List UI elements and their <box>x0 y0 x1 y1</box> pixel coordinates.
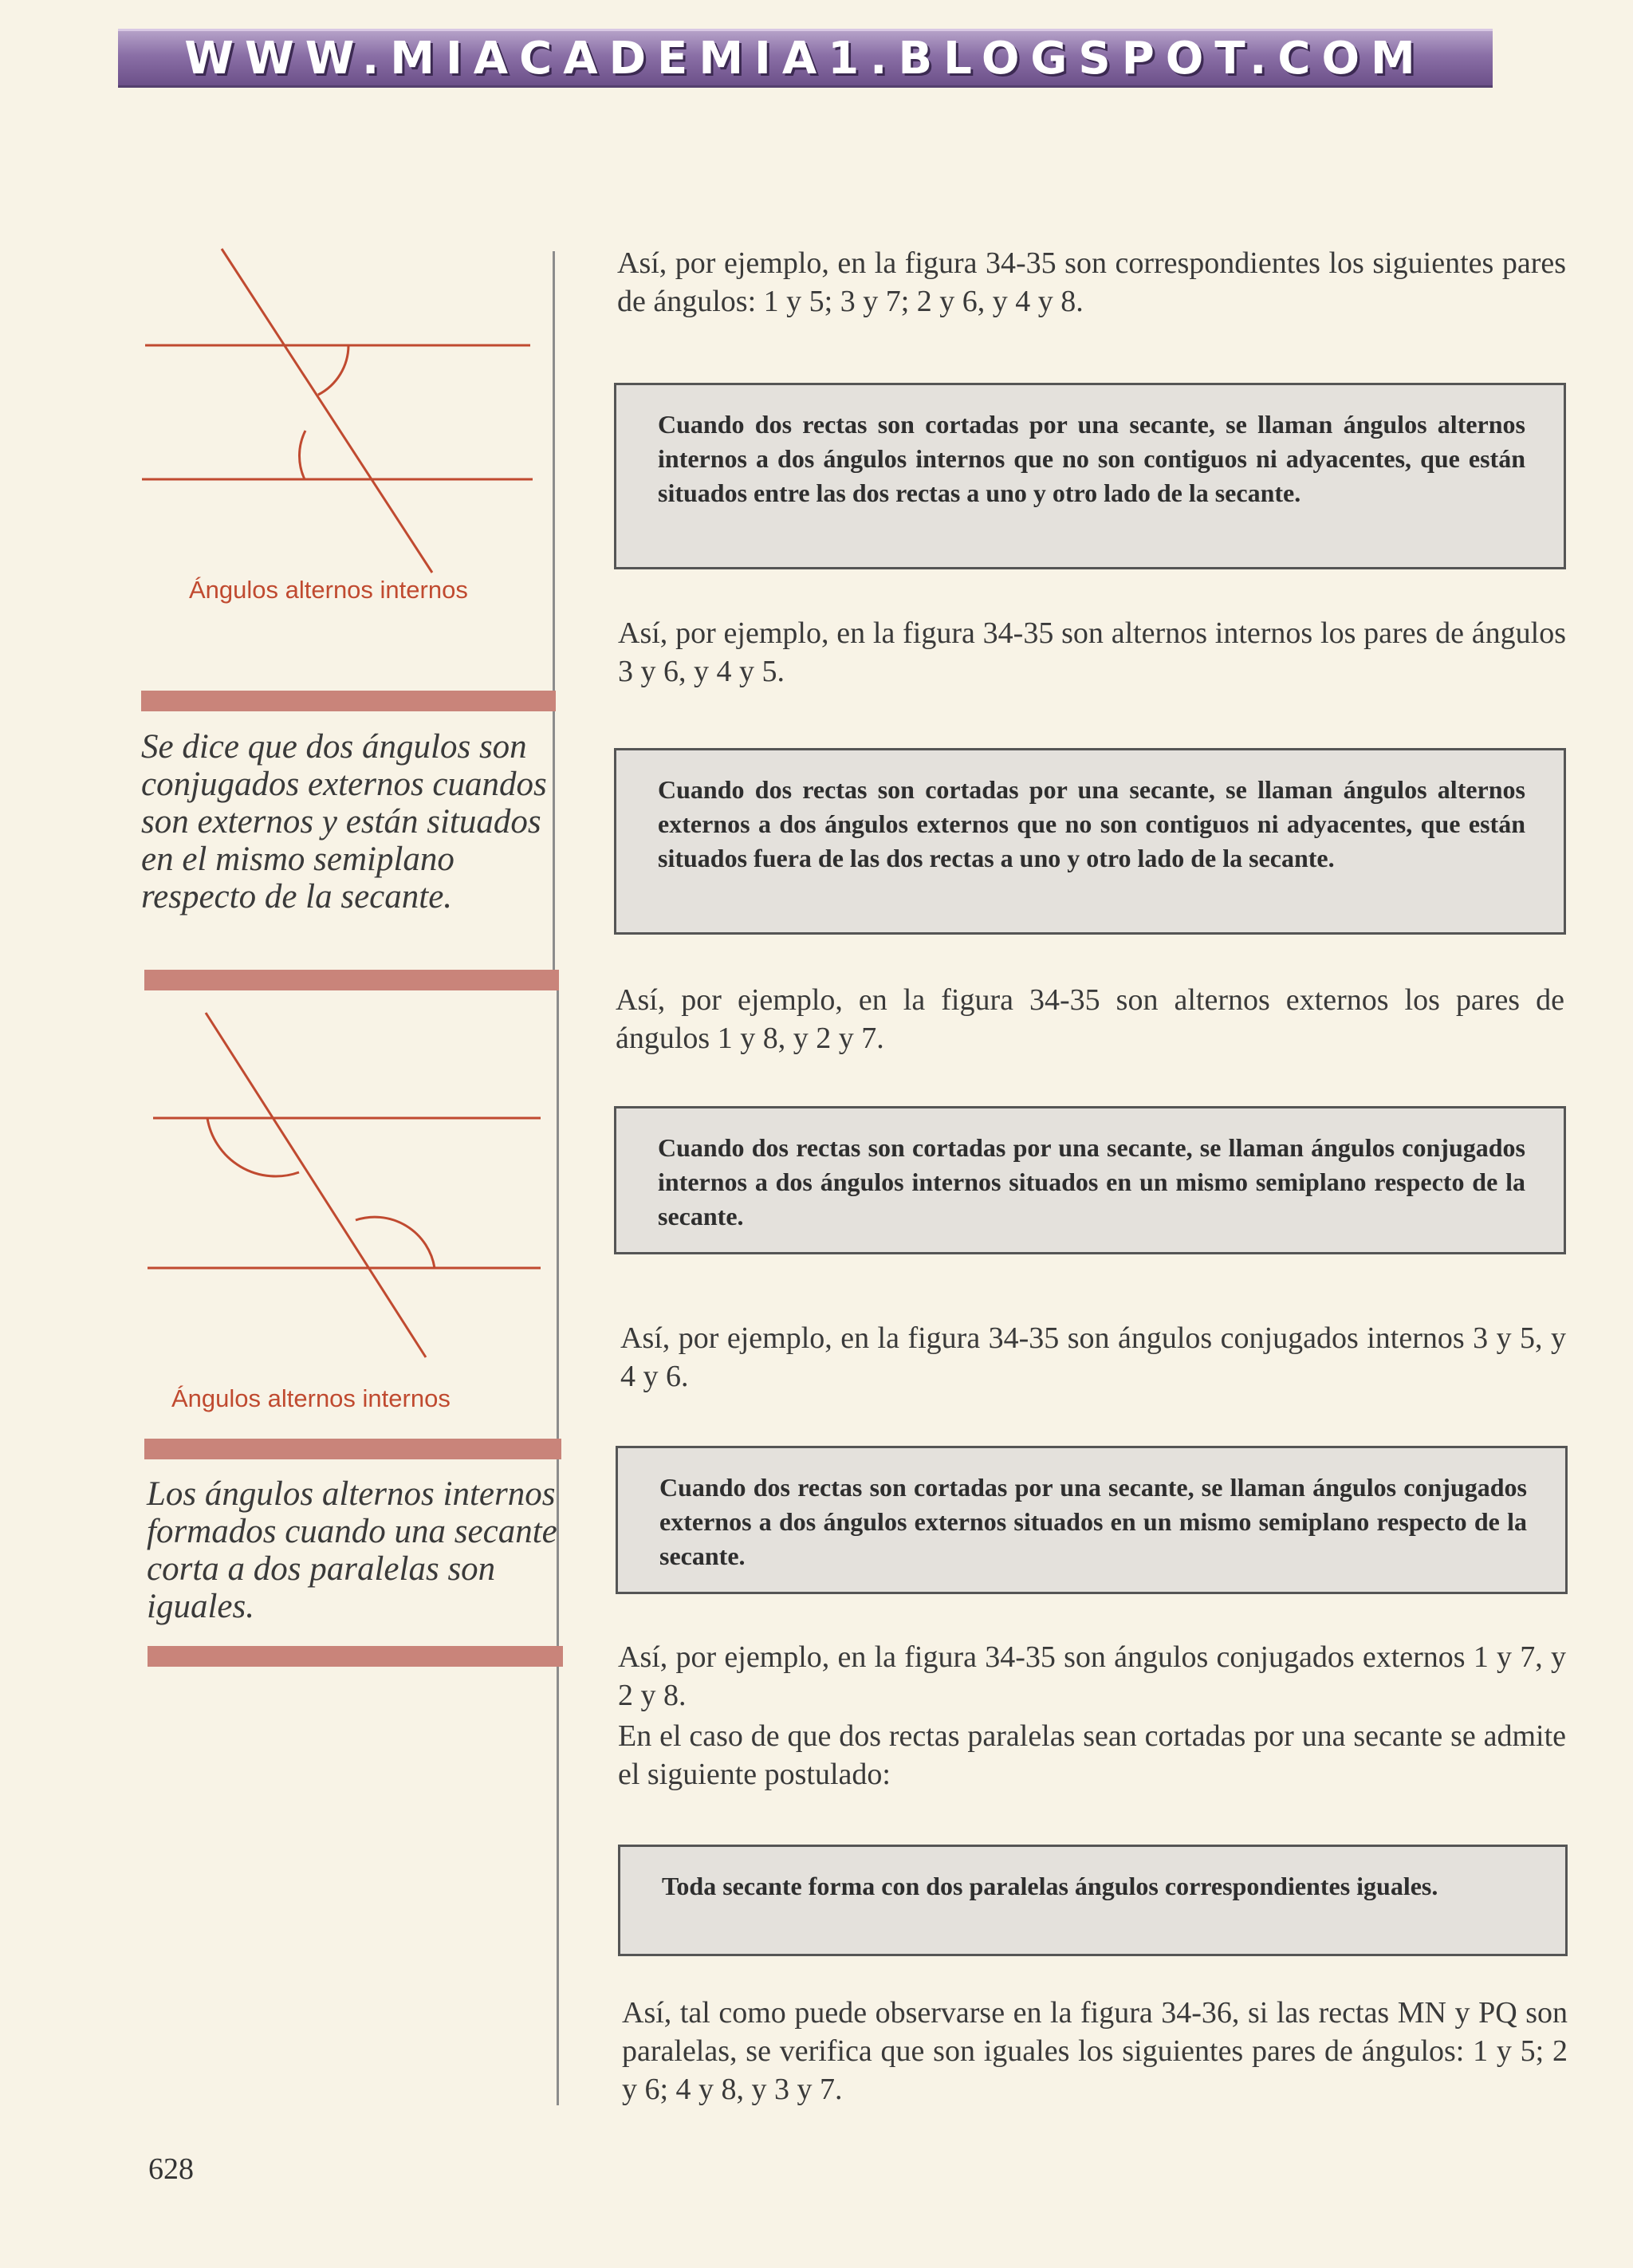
paragraph-conjugate-exterior-example: Así, por ejemplo, en la figura 34-35 son ángulos conjugados externos 1 y 7, y 2 y 8. <box>618 1640 1566 1712</box>
definition-box-conjugate-interior <box>614 1106 1566 1254</box>
banner-text: WWW.MIACADEMIA1.BLOGSPOT.COM <box>184 32 1426 85</box>
paragraph-alternate-interior-example: Así, por ejemplo, en la figura 34-35 son alternos internos los pares de ángulos 3 y 6, y 4 y 5. <box>618 616 1566 688</box>
paragraph-corresponding-example: Así, por ejemplo, en la figura 34-35 son correspondientes los siguientes pares de ángulos: 1 y 5; 3 y 7; 2 y 6, y 4 y 8. <box>617 246 1566 318</box>
angle-arc-upper <box>207 1118 299 1176</box>
sidebar-divider-2 <box>144 970 559 990</box>
postulate-corresponding-angles: Toda secante forma con dos paralelas ángulos correspondientes iguales. <box>662 1872 1438 1900</box>
figure-alternate-interior-angles-1 <box>136 239 550 582</box>
angle-arc-lower <box>356 1217 435 1268</box>
sidebar-divider-1 <box>141 691 556 711</box>
sidebar-divider-3 <box>144 1439 561 1459</box>
paragraph-alternate-exterior-example: Así, por ejemplo, en la figura 34-35 son alternos externos los pares de ángulos 1 y 8, y 2 y 7. <box>616 983 1564 1055</box>
paragraph-postulate-intro: En el caso de que dos rectas paralelas sean cortadas por una secante se admite el siguiente postulado: <box>618 1719 1566 1791</box>
figure2-caption: Ángulos alternos internos <box>171 1384 451 1412</box>
page-number: 628 <box>148 2152 194 2186</box>
site-banner[interactable] <box>118 29 1493 88</box>
angle-arc-lower <box>299 431 305 479</box>
definition-box-conjugate-exterior <box>616 1446 1568 1594</box>
definition-alternate-interior: Cuando dos rectas son cortadas por una secante, se llaman ángulos alternos internos a dos ángulos internos que no son contiguos ni adyacentes, que están situados entre las dos rectas a uno y otro lado de la secante. <box>658 410 1525 507</box>
secant-line <box>206 1013 426 1357</box>
definition-conjugate-exterior: Cuando dos rectas son cortadas por una secante, se llaman ángulos conjugados externos a dos ángulos externos situados en un mismo semiplano respecto de la secante. <box>659 1473 1527 1570</box>
paragraph-conjugate-interior-example: Así, por ejemplo, en la figura 34-35 son ángulos conjugados internos 3 y 5, y 4 y 6. <box>620 1321 1566 1393</box>
sidebar-note-conjugate-exterior: Se dice que dos ángulos son conjugados externos cuandos son externos y están situados en el mismo semiplano respecto de la secante. <box>141 728 547 915</box>
definition-conjugate-interior: Cuando dos rectas son cortadas por una secante, se llaman ángulos conjugados internos a dos ángulos internos situados en un mismo semiplano respecto de la secante. <box>658 1133 1525 1230</box>
definition-alternate-exterior: Cuando dos rectas son cortadas por una secante, se llaman ángulos alternos externos a dos ángulos externos que no son contiguos ni adyacentes, que están situados fuera de las dos rectas a uno y otro lado de la secante. <box>658 775 1525 872</box>
sidebar-divider-4 <box>148 1646 563 1667</box>
angle-arc-upper <box>318 345 348 395</box>
secant-line <box>222 249 432 573</box>
figure-alternate-interior-angles-2 <box>144 997 558 1364</box>
postulate-box <box>618 1845 1568 1956</box>
definition-box-alternate-exterior <box>614 748 1566 935</box>
sidebar-note-alternate-interior: Los ángulos alternos internos formados cuando una secante corta a dos paralelas son iguales. <box>147 1475 557 1625</box>
paragraph-parallel-example: Así, tal como puede observarse en la figura 34-36, si las rectas MN y PQ son paralelas, se verifica que son iguales los siguientes pares de ángulos: 1 y 5; 2 y 6; 4 y 8, y 3 y 7. <box>622 1996 1568 2106</box>
figure1-caption: Ángulos alternos internos <box>189 576 468 604</box>
definition-box-alternate-interior <box>614 383 1566 569</box>
